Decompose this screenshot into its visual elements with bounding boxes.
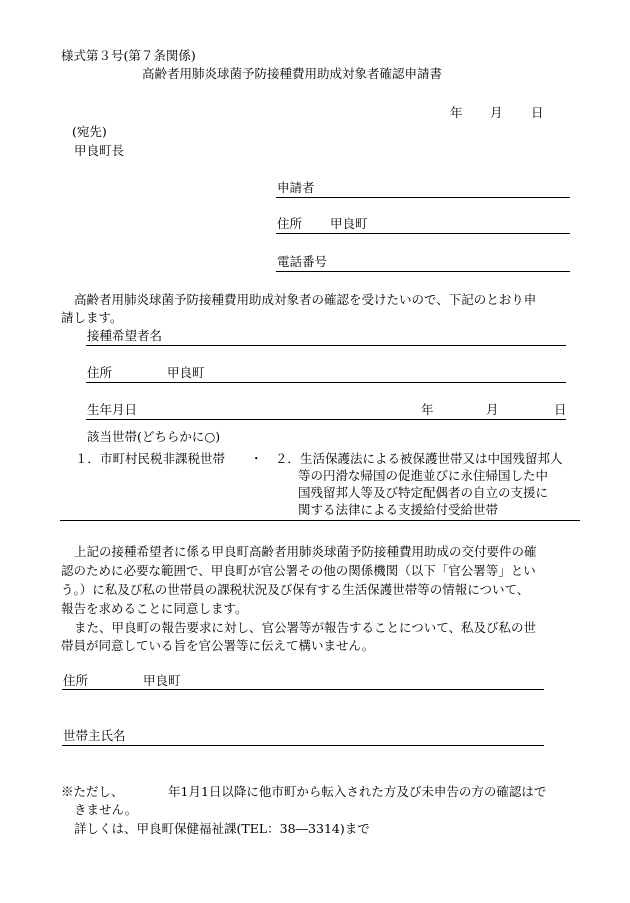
signature-address-label: 住所 [63, 673, 89, 688]
addressee-prefix: (宛先) [72, 124, 107, 139]
applicant-address-value: 甲良町 [330, 216, 368, 231]
consent-line2: 認のために必要な範囲で、甲良町が官公署その他の関係機関（以下「官公署等」とい [61, 563, 536, 578]
recipient-dob-year: 年 [421, 402, 434, 417]
applicant-phone-underline [276, 271, 570, 272]
note-line3: 詳しくは、甲良町保健福祉課(TEL：38―3314)まで [74, 821, 370, 836]
addressee: 甲良町長 [74, 143, 125, 158]
form-number: 様式第３号(第７条関係) [61, 48, 196, 63]
signature-address-value: 甲良町 [143, 673, 181, 688]
recipient-dob-month: 月 [486, 402, 499, 417]
consent-line5: また、甲良町の報告要求に対し、官公署等が報告することについて、私及び私の世 [74, 620, 537, 635]
applicant-underline [276, 197, 570, 198]
consent-line3: う。）に私及び私の世帯員の課税状況及び保有する生活保護世帯等の情報について、 [61, 582, 530, 597]
recipient-dob-underline [86, 419, 566, 420]
recipient-dob-day: 日 [554, 402, 567, 417]
household-separator: ・ [250, 451, 263, 466]
recipient-address-value: 甲良町 [167, 365, 205, 380]
form-title: 高齢者用肺炎球菌予防接種費用助成対象者確認申請書 [142, 66, 443, 81]
signature-head-underline [62, 745, 544, 746]
household-label: 該当世帯(どちらかに○) [87, 429, 221, 444]
household-option-2-line2: 等の円滑な帰国の促進並びに永住帰国した中 [298, 468, 549, 483]
signature-address-underline [62, 689, 544, 690]
applicant-address-label: 住所 [277, 216, 303, 231]
note-line1: 年1月1日以降に他市町から転入された方及び未申告の方の確認はで [168, 784, 547, 799]
recipient-address-underline [86, 382, 566, 383]
section-divider [60, 520, 580, 521]
date-year: 年 [450, 105, 463, 120]
recipient-dob-label: 生年月日 [87, 402, 138, 417]
applicant-label: 申請者 [277, 180, 315, 195]
date-month: 月 [490, 105, 503, 120]
recipient-name-label: 接種希望者名 [87, 328, 163, 343]
note-prefix: ※ただし、 [61, 784, 124, 799]
note-line2: きません。 [74, 802, 138, 817]
intro-line2: 請します。 [61, 310, 123, 325]
signature-head-label: 世帯主氏名 [63, 728, 126, 743]
date-day: 日 [531, 105, 544, 120]
consent-line6: 帯員が同意している旨を官公署等に伝えて構いません。 [61, 638, 375, 653]
recipient-address-label: 住所 [87, 365, 113, 380]
household-option-1: １．市町村民税非課税世帯 [75, 451, 226, 466]
applicant-address-underline [276, 233, 570, 234]
consent-line4: 報告を求めることに同意します。 [61, 601, 248, 616]
recipient-name-underline [86, 345, 566, 346]
household-option-2-line4: 関する法律による支援給付受給世帯 [298, 502, 499, 517]
household-option-2-line1: ２．生活保護法による被保護世帯又は中国残留邦人 [275, 451, 563, 466]
applicant-phone-label: 電話番号 [277, 254, 328, 269]
household-option-2-line3: 国残留邦人等及び特定配偶者の自立の支援に [298, 485, 549, 500]
intro-line1: 高齢者用肺炎球菌予防接種費用助成対象者の確認を受けたいので、下記のとおり申 [74, 292, 537, 307]
consent-line1: 上記の接種希望者に係る甲良町高齢者用肺炎球菌予防接種費用助成の交付要件の確 [74, 544, 537, 559]
